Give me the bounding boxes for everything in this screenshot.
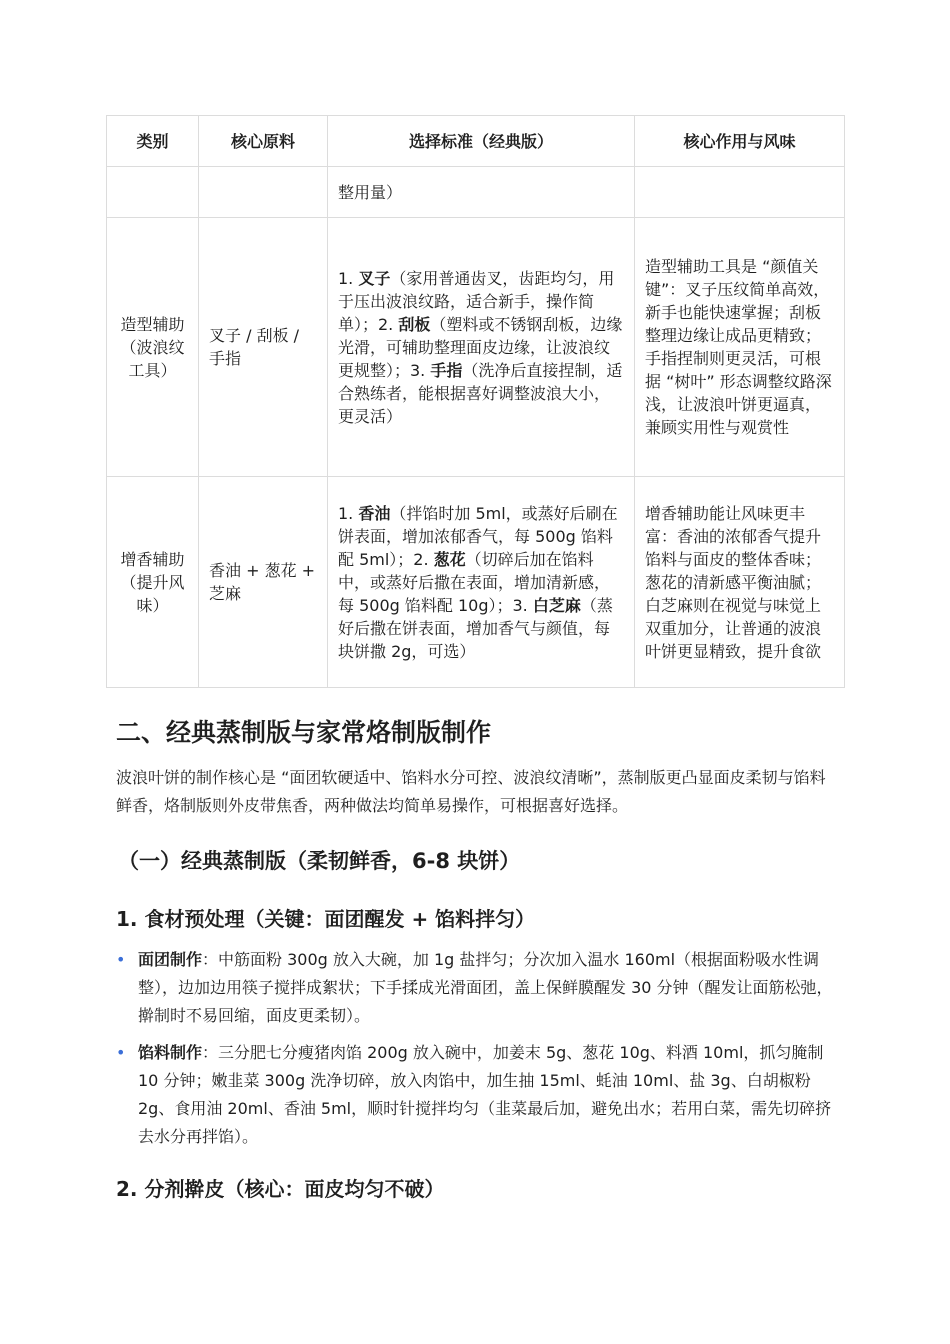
table-cell-standard: 1. 叉子（家用普通齿叉，齿距均匀，用于压出波浪纹路，适合新手，操作简单）；2. 刮板（塑料或不锈钢刮板，边缘光滑，可辅助整理面皮边缘，让波浪纹更规整）；3. 手指（洗净后直接捏制，适合熟练者，能根据喜好调整波浪大小，更灵活）	[328, 218, 635, 477]
section-intro: 波浪叶饼的制作核心是 “面团软硬适中、馅料水分可控、波浪纹清晰”，蒸制版更凸显面皮柔韧与馅料鲜香，烙制版则外皮带焦香，两种做法均简单易操作，可根据喜好选择。	[116, 768, 826, 815]
ingredients-table	[106, 115, 845, 688]
table-row	[107, 218, 845, 477]
table-cell	[199, 167, 328, 218]
bullet-dot-icon: •	[116, 950, 126, 969]
step-heading: 2. 分剂擀皮（核心：面皮均匀不破）	[116, 1177, 445, 1201]
header-effect: 核心作用与风味	[635, 116, 845, 167]
table-cell-category: 造型辅助（波浪纹工具）	[107, 218, 199, 477]
table-cell-category: 增香辅助（提升风味）	[107, 477, 199, 688]
table-cell	[107, 167, 199, 218]
list-item: • 面团制作：中筋面粉 300g 放入大碗，加 1g 盐拌匀；分次加入温水 160ml（根据面粉吸水性调整），边加边用筷子搅拌成絮状；下手揉成光滑面团，盖上保鲜膜醒发 30 分钟（醒发让面筋松弛，擀制时不易回缩，面皮更柔韧）。	[116, 946, 838, 1030]
table-cell: 整用量）	[328, 167, 635, 218]
list-item: • 馅料制作：三分肥七分瘦猪肉馅 200g 放入碗中，加姜末 5g、葱花 10g、料酒 10ml，抓匀腌制 10 分钟；嫩韭菜 300g 洗净切碎，放入肉馅中，加生抽 15ml、蚝油 10ml、盐 3g、白胡椒粉 2g、食用油 20ml、香油 5ml，顺时针搅拌均匀（韭菜最后加，避免出水；若用白菜，需先切碎挤去水分再拌馅）。	[116, 1039, 838, 1151]
table-row	[107, 167, 845, 218]
table-cell-materials: 香油 + 葱花 + 芝麻	[199, 477, 328, 688]
table-cell	[635, 167, 845, 218]
section-heading: 二、经典蒸制版与家常烙制版制作	[116, 718, 492, 747]
table-row	[107, 477, 845, 688]
table-cell-effect: 增香辅助能让风味更丰富：香油的浓郁香气提升馅料与面皮的整体香味；葱花的清新感平衡油腻；白芝麻则在视觉与味觉上双重加分，让普通的波浪叶饼更显精致，提升食欲	[635, 477, 845, 688]
step-heading: 1. 食材预处理（关键：面团醒发 + 馅料拌匀）	[116, 907, 536, 931]
bullet-dot-icon: •	[116, 1043, 126, 1062]
step-bullet-list	[116, 946, 838, 1160]
header-materials: 核心原料	[199, 116, 328, 167]
table-header-row	[107, 116, 845, 167]
subsection-heading: （一）经典蒸制版（柔韧鲜香，6-8 块饼）	[118, 849, 521, 873]
table-cell-effect: 造型辅助工具是 “颜值关键”：叉子压纹简单高效，新手也能快速掌握；刮板整理边缘让成品更精致；手指捏制则更灵活，可根据 “树叶” 形态调整纹路深浅，让波浪叶饼更逼真，兼顾实用性与观赏性	[635, 218, 845, 477]
header-standard: 选择标准（经典版）	[328, 116, 635, 167]
header-category: 类别	[107, 116, 199, 167]
table-cell-materials: 叉子 / 刮板 / 手指	[199, 218, 328, 477]
table-cell-standard: 1. 香油（拌馅时加 5ml，或蒸好后刷在饼表面，增加浓郁香气，每 500g 馅料配 5ml）；2. 葱花（切碎后加在馅料中，或蒸好后撒在表面，增加清新感，每 500g 馅料配 10g）；3. 白芝麻（蒸好后撒在饼表面，增加香气与颜值，每块饼撒 2g，可选）	[328, 477, 635, 688]
